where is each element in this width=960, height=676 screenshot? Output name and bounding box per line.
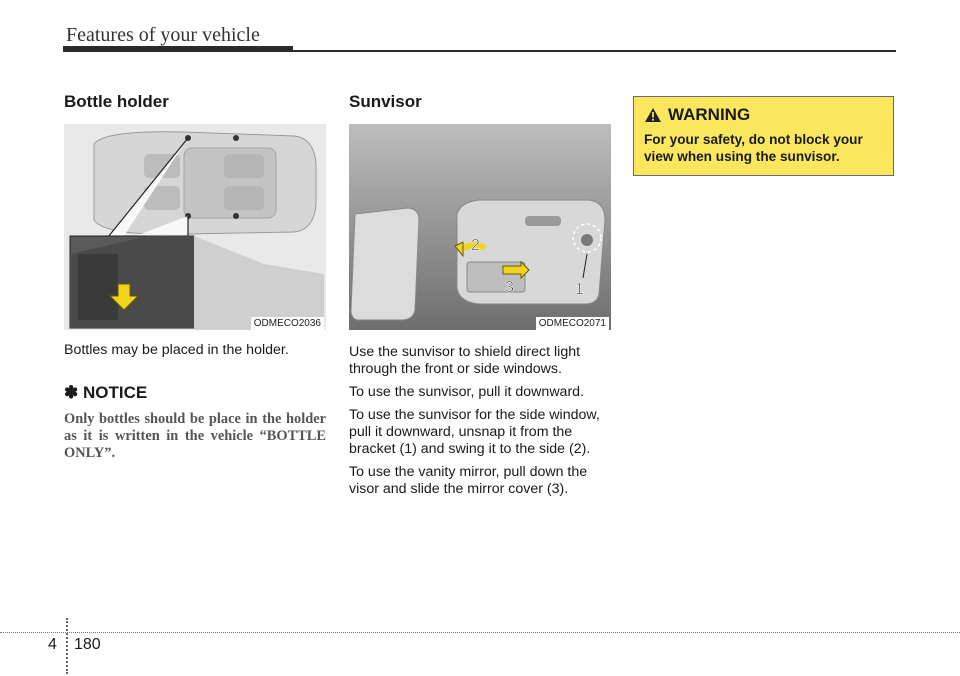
- warning-header: [644, 105, 883, 125]
- sunvisor-paragraph: To use the vanity mirror, pull down the visor and slide the mirror cover (3).: [349, 464, 588, 497]
- bottle-holder-figure: [64, 124, 326, 330]
- chapter-number: 4: [48, 636, 57, 653]
- notice-title: ✽ NOTICE: [64, 383, 148, 402]
- footer-divider: [66, 618, 69, 674]
- footer-rule: [0, 632, 960, 633]
- bottle-holder-section: [64, 92, 326, 462]
- page-number: 180: [74, 636, 101, 653]
- car-interior-illustration: [64, 124, 326, 330]
- bottle-holder-text: Bottles may be placed in the holder.: [64, 342, 289, 358]
- sunvisor-illustration: [349, 124, 611, 330]
- figure-code: ODMECO2036: [251, 317, 324, 330]
- callout-3: 3: [505, 279, 514, 296]
- header-rule-thin: [293, 50, 896, 52]
- header-rule-thick: [63, 46, 293, 52]
- sunvisor-paragraph: Use the sunvisor to shield direct light through the front or side windows.: [349, 344, 581, 377]
- warning-box: [633, 96, 894, 176]
- sunvisor-paragraphs: [349, 344, 611, 498]
- figure-code: ODMECO2071: [536, 317, 609, 330]
- warning-triangle-icon: [644, 107, 662, 123]
- callout-2: 2: [471, 237, 480, 254]
- sunvisor-paragraph: To use the sunvisor, pull it downward.: [349, 384, 585, 400]
- section-title-sunvisor: Sunvisor: [349, 92, 422, 111]
- sunvisor-figure: [349, 124, 611, 330]
- sunvisor-paragraph: To use the sunvisor for the side window, pull it downward, unsnap it from the bracket (1) and swing it to the side (2).: [349, 407, 600, 457]
- section-title-bottle-holder: Bottle holder: [64, 92, 169, 111]
- sunvisor-section: [349, 92, 611, 504]
- notice-text: Only bottles should be place in the holder as it is written in the vehicle “BOTTLE ONLY”.: [64, 411, 326, 461]
- callout-1: 1: [575, 281, 584, 298]
- warning-title: WARNING: [668, 105, 751, 124]
- warning-text: For your safety, do not block your view when using the sunvisor.: [644, 132, 863, 164]
- running-header: Features of your vehicle: [66, 24, 260, 46]
